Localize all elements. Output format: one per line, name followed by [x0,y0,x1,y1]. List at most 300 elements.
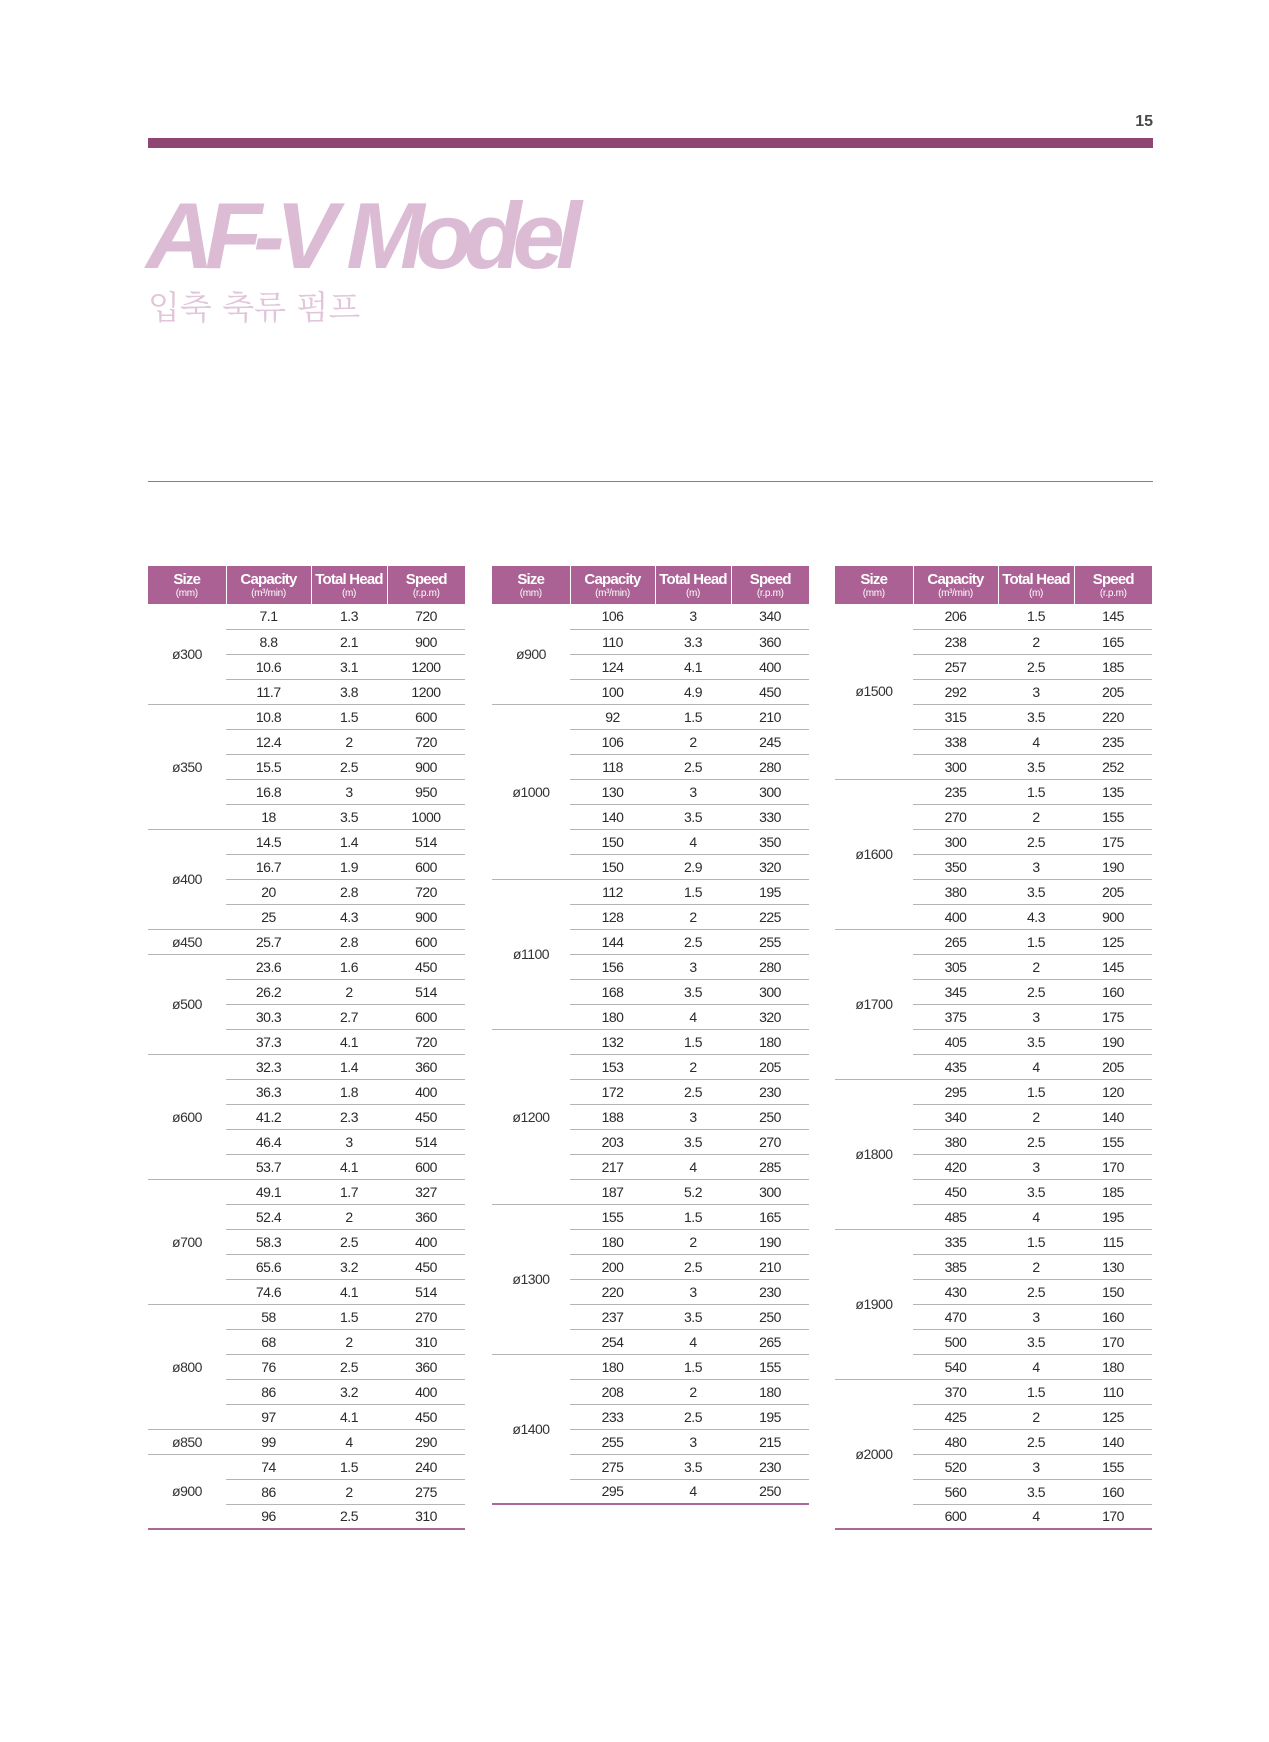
capacity-cell: 10.6 [226,654,311,679]
speed-header [387,566,465,604]
capacity-cell: 345 [913,979,998,1004]
table-row [148,1454,465,1479]
total-head-cell: 3 [998,854,1074,879]
spec-table-2 [492,566,809,1505]
table-row [148,1429,465,1454]
speed-cell: 165 [731,1204,809,1229]
capacity-header-unit: (m³/min) [595,587,630,599]
capacity-cell: 106 [570,729,655,754]
speed-cell: 360 [387,1204,465,1229]
speed-cell: 270 [731,1129,809,1154]
total-head-cell: 4 [998,1054,1074,1079]
total-head-cell: 3 [998,679,1074,704]
capacity-cell: 16.7 [226,854,311,879]
speed-cell: 120 [1074,1079,1152,1104]
speed-cell: 950 [387,779,465,804]
speed-cell: 250 [731,1304,809,1329]
capacity-cell: 112 [570,879,655,904]
speed-cell: 235 [1074,729,1152,754]
capacity-cell: 92 [570,704,655,729]
total-head-cell: 3 [311,1129,387,1154]
capacity-cell: 86 [226,1479,311,1504]
capacity-cell: 180 [570,1004,655,1029]
capacity-cell: 172 [570,1079,655,1104]
total-head-cell: 1.9 [311,854,387,879]
total-head-cell: 4.9 [655,679,731,704]
speed-cell: 900 [387,904,465,929]
capacity-header-label: Capacity [240,570,297,588]
speed-cell: 720 [387,1029,465,1054]
capacity-cell: 375 [913,1004,998,1029]
total-head-cell: 3 [655,604,731,629]
total-head-cell: 1.5 [655,1354,731,1379]
total-head-cell: 4.1 [311,1279,387,1304]
capacity-cell: 560 [913,1479,998,1504]
total-head-cell: 2.5 [311,754,387,779]
capacity-cell: 58 [226,1304,311,1329]
spec-table-3 [835,566,1152,1530]
total-head-cell: 3.5 [998,1029,1074,1054]
speed-cell: 110 [1074,1379,1152,1404]
total-head-cell: 2.9 [655,854,731,879]
capacity-cell: 128 [570,904,655,929]
speed-cell: 900 [1074,904,1152,929]
table-row [492,1354,809,1379]
capacity-cell: 150 [570,829,655,854]
total-head-cell: 4.1 [311,1404,387,1429]
speed-cell: 450 [387,954,465,979]
total-head-cell: 4 [655,1154,731,1179]
capacity-cell: 153 [570,1054,655,1079]
speed-cell: 135 [1074,779,1152,804]
capacity-cell: 46.4 [226,1129,311,1154]
total-head-cell: 2.5 [998,1279,1074,1304]
speed-cell: 600 [387,704,465,729]
table-row [835,1079,1152,1104]
capacity-cell: 106 [570,604,655,629]
total-head-cell: 2 [311,979,387,1004]
capacity-cell: 110 [570,629,655,654]
total-head-cell: 2.5 [655,754,731,779]
capacity-cell: 300 [913,829,998,854]
total-head-cell: 3.5 [311,804,387,829]
speed-cell: 130 [1074,1254,1152,1279]
speed-cell: 140 [1074,1429,1152,1454]
capacity-cell: 400 [913,904,998,929]
total-head-cell: 3.5 [998,879,1074,904]
table-row [148,1054,465,1079]
total-head-cell: 2 [311,1204,387,1229]
total-head-cell: 3.5 [998,1179,1074,1204]
capacity-cell: 16.8 [226,779,311,804]
total-head-cell: 3 [998,1304,1074,1329]
speed-cell: 250 [731,1104,809,1129]
page-number: 15 [1135,113,1153,130]
total-head-cell: 1.5 [311,704,387,729]
capacity-cell: 49.1 [226,1179,311,1204]
capacity-cell: 300 [913,754,998,779]
speed-header-unit: (r.p.m) [1099,587,1127,599]
capacity-cell: 7.1 [226,604,311,629]
capacity-cell: 32.3 [226,1054,311,1079]
total-head-cell: 2.5 [655,1404,731,1429]
total-head-cell: 3.2 [311,1254,387,1279]
table-row [148,704,465,729]
speed-cell: 327 [387,1179,465,1204]
size-cell: ø1100 [492,879,570,1029]
total-head-cell: 4 [655,829,731,854]
size-cell: ø1200 [492,1029,570,1204]
table-row [492,1029,809,1054]
capacity-cell: 237 [570,1304,655,1329]
total-head-cell: 2 [311,1479,387,1504]
total-head-cell: 3.3 [655,629,731,654]
capacity-cell: 86 [226,1379,311,1404]
capacity-header-label: Capacity [584,570,641,588]
total-head-cell: 2 [998,954,1074,979]
total-head-cell: 2.8 [311,929,387,954]
table-body [492,604,809,1504]
capacity-cell: 25 [226,904,311,929]
total-head-cell: 1.4 [311,1054,387,1079]
speed-cell: 185 [1074,1179,1152,1204]
total-head-cell: 1.5 [998,779,1074,804]
total-head-cell: 4 [998,1354,1074,1379]
speed-cell: 175 [1074,1004,1152,1029]
capacity-cell: 74 [226,1454,311,1479]
size-cell: ø300 [148,604,226,704]
total-head-cell: 4.1 [311,1154,387,1179]
capacity-cell: 275 [570,1454,655,1479]
table-row [492,879,809,904]
total-head-cell: 3 [311,779,387,804]
total-head-cell: 4 [998,1204,1074,1229]
capacity-cell: 26.2 [226,979,311,1004]
speed-header [1074,566,1152,604]
size-cell: ø1300 [492,1204,570,1354]
size-cell: ø900 [492,604,570,704]
capacity-cell: 52.4 [226,1204,311,1229]
size-cell: ø1900 [835,1229,913,1379]
size-cell: ø350 [148,704,226,829]
capacity-cell: 156 [570,954,655,979]
speed-cell: 215 [731,1429,809,1454]
speed-cell: 170 [1074,1154,1152,1179]
capacity-cell: 187 [570,1179,655,1204]
capacity-cell: 12.4 [226,729,311,754]
capacity-header-label: Capacity [927,570,984,588]
capacity-cell: 14.5 [226,829,311,854]
capacity-cell: 292 [913,679,998,704]
speed-cell: 310 [387,1504,465,1529]
speed-header [731,566,809,604]
total-head-cell: 3 [655,1104,731,1129]
total-head-cell: 2.7 [311,1004,387,1029]
speed-cell: 170 [1074,1329,1152,1354]
capacity-cell: 10.8 [226,704,311,729]
capacity-cell: 25.7 [226,929,311,954]
total-head-cell: 3 [655,1429,731,1454]
speed-cell: 514 [387,1279,465,1304]
speed-cell: 285 [731,1154,809,1179]
total-head-cell: 1.5 [998,604,1074,629]
table-row [148,604,465,629]
total-head-cell: 1.5 [655,1204,731,1229]
table-row [148,829,465,854]
capacity-cell: 168 [570,979,655,1004]
size-header-unit: (mm) [175,587,198,599]
speed-cell: 115 [1074,1229,1152,1254]
total-head-cell: 3 [655,779,731,804]
total-head-cell: 2 [311,729,387,754]
speed-cell: 290 [387,1429,465,1454]
speed-cell: 360 [731,629,809,654]
speed-cell: 205 [1074,879,1152,904]
speed-cell: 600 [387,1154,465,1179]
capacity-cell: 132 [570,1029,655,1054]
capacity-cell: 140 [570,804,655,829]
capacity-cell: 206 [913,604,998,629]
capacity-cell: 520 [913,1454,998,1479]
capacity-cell: 30.3 [226,1004,311,1029]
capacity-cell: 380 [913,879,998,904]
capacity-cell: 53.7 [226,1154,311,1179]
speed-cell: 450 [731,679,809,704]
speed-cell: 195 [731,1404,809,1429]
total-head-cell: 2.5 [311,1354,387,1379]
size-cell: ø1000 [492,704,570,879]
speed-cell: 240 [387,1454,465,1479]
capacity-cell: 295 [913,1079,998,1104]
speed-cell: 145 [1074,954,1152,979]
total-head-header-unit: (m) [341,587,357,599]
speed-cell: 170 [1074,1504,1152,1529]
total-head-cell: 2 [998,804,1074,829]
total-head-header [655,566,731,604]
capacity-cell: 74.6 [226,1279,311,1304]
total-head-header-unit: (m) [685,587,701,599]
table-row [835,779,1152,804]
capacity-cell: 200 [570,1254,655,1279]
speed-cell: 155 [1074,1129,1152,1154]
speed-cell: 205 [731,1054,809,1079]
total-head-cell: 4.3 [311,904,387,929]
speed-cell: 160 [1074,979,1152,1004]
total-head-cell: 4 [655,1004,731,1029]
capacity-cell: 220 [570,1279,655,1304]
speed-cell: 900 [387,754,465,779]
total-head-cell: 2 [998,1404,1074,1429]
speed-cell: 320 [731,1004,809,1029]
capacity-cell: 11.7 [226,679,311,704]
total-head-cell: 4 [998,729,1074,754]
speed-cell: 255 [731,929,809,954]
speed-cell: 225 [731,904,809,929]
speed-cell: 720 [387,604,465,629]
speed-cell: 300 [731,979,809,1004]
total-head-cell: 1.7 [311,1179,387,1204]
speed-cell: 155 [731,1354,809,1379]
capacity-cell: 208 [570,1379,655,1404]
capacity-cell: 257 [913,654,998,679]
total-head-cell: 3.5 [998,1329,1074,1354]
total-head-cell: 2 [311,1329,387,1354]
total-head-cell: 3.5 [655,1304,731,1329]
speed-header-label: Speed [749,570,791,588]
capacity-cell: 480 [913,1429,998,1454]
total-head-cell: 3.5 [655,1454,731,1479]
size-cell: ø850 [148,1429,226,1454]
total-head-cell: 1.5 [655,704,731,729]
capacity-cell: 150 [570,854,655,879]
header-accent-bar [148,138,1153,148]
speed-cell: 450 [387,1404,465,1429]
capacity-cell: 425 [913,1404,998,1429]
speed-cell: 185 [1074,654,1152,679]
speed-cell: 160 [1074,1479,1152,1504]
table-header-row [148,566,465,604]
capacity-cell: 8.8 [226,629,311,654]
speed-cell: 250 [731,1479,809,1504]
speed-cell: 600 [387,1004,465,1029]
speed-cell: 190 [731,1229,809,1254]
speed-cell: 180 [1074,1354,1152,1379]
capacity-cell: 20 [226,879,311,904]
capacity-cell: 380 [913,1129,998,1154]
total-head-cell: 2.5 [998,654,1074,679]
size-cell: ø400 [148,829,226,929]
total-head-cell: 5.2 [655,1179,731,1204]
total-head-cell: 2.1 [311,629,387,654]
capacity-cell: 315 [913,704,998,729]
speed-cell: 165 [1074,629,1152,654]
speed-cell: 1200 [387,654,465,679]
speed-cell: 140 [1074,1104,1152,1129]
speed-header-label: Speed [405,570,447,588]
total-head-cell: 3 [998,1154,1074,1179]
size-cell: ø450 [148,929,226,954]
table-row [835,929,1152,954]
total-head-cell: 4.1 [311,1029,387,1054]
total-head-cell: 3.1 [311,654,387,679]
total-head-cell: 2.5 [998,829,1074,854]
size-cell: ø1400 [492,1354,570,1504]
capacity-cell: 235 [913,779,998,804]
speed-cell: 350 [731,829,809,854]
capacity-cell: 58.3 [226,1229,311,1254]
size-header-unit: (mm) [862,587,885,599]
capacity-cell: 335 [913,1229,998,1254]
speed-cell: 360 [387,1354,465,1379]
total-head-cell: 2 [655,904,731,929]
size-header-label: Size [860,570,888,588]
capacity-cell: 188 [570,1104,655,1129]
total-head-header-label: Total Head [1002,570,1070,588]
speed-cell: 340 [731,604,809,629]
spec-table-1 [148,566,465,1530]
speed-cell: 210 [731,704,809,729]
total-head-cell: 2 [655,1054,731,1079]
total-head-cell: 3.5 [998,704,1074,729]
capacity-cell: 76 [226,1354,311,1379]
capacity-cell: 470 [913,1304,998,1329]
table-row [835,604,1152,629]
speed-cell: 300 [731,1179,809,1204]
capacity-cell: 270 [913,804,998,829]
speed-cell: 514 [387,829,465,854]
speed-cell: 900 [387,629,465,654]
total-head-cell: 3 [998,1004,1074,1029]
total-head-header-label: Total Head [659,570,727,588]
speed-cell: 195 [731,879,809,904]
speed-cell: 230 [731,1279,809,1304]
size-cell: ø1500 [835,604,913,779]
size-header [835,566,913,604]
capacity-cell: 144 [570,929,655,954]
capacity-cell: 385 [913,1254,998,1279]
total-head-header-unit: (m) [1028,587,1044,599]
speed-cell: 245 [731,729,809,754]
size-cell: ø1700 [835,929,913,1079]
capacity-cell: 41.2 [226,1104,311,1129]
total-head-cell: 2.5 [655,1079,731,1104]
size-header [492,566,570,604]
speed-cell: 300 [731,779,809,804]
total-head-cell: 4 [311,1429,387,1454]
total-head-cell: 1.6 [311,954,387,979]
capacity-cell: 238 [913,629,998,654]
speed-cell: 400 [731,654,809,679]
capacity-cell: 435 [913,1054,998,1079]
total-head-cell: 1.4 [311,829,387,854]
total-head-cell: 4.1 [655,654,731,679]
total-head-cell: 2 [998,1104,1074,1129]
size-header-label: Size [173,570,201,588]
capacity-header-unit: (m³/min) [251,587,286,599]
capacity-cell: 36.3 [226,1079,311,1104]
capacity-cell: 118 [570,754,655,779]
capacity-cell: 180 [570,1354,655,1379]
size-cell: ø800 [148,1304,226,1429]
capacity-cell: 254 [570,1329,655,1354]
speed-cell: 125 [1074,1404,1152,1429]
capacity-header [226,566,311,604]
speed-header-unit: (r.p.m) [756,587,784,599]
size-cell: ø1600 [835,779,913,929]
total-head-cell: 1.8 [311,1079,387,1104]
total-head-cell: 2.5 [655,1254,731,1279]
table-row [148,954,465,979]
speed-cell: 450 [387,1254,465,1279]
capacity-cell: 338 [913,729,998,754]
table-row [492,704,809,729]
speed-cell: 190 [1074,854,1152,879]
speed-cell: 330 [731,804,809,829]
capacity-cell: 255 [570,1429,655,1454]
total-head-cell: 3.5 [998,1479,1074,1504]
total-head-header [998,566,1074,604]
capacity-cell: 68 [226,1329,311,1354]
table-row [835,1379,1152,1404]
total-head-cell: 3.5 [998,754,1074,779]
total-head-cell: 4 [998,1504,1074,1529]
speed-cell: 150 [1074,1279,1152,1304]
size-header-unit: (mm) [519,587,542,599]
capacity-cell: 15.5 [226,754,311,779]
total-head-header [311,566,387,604]
speed-cell: 180 [731,1379,809,1404]
capacity-cell: 350 [913,854,998,879]
